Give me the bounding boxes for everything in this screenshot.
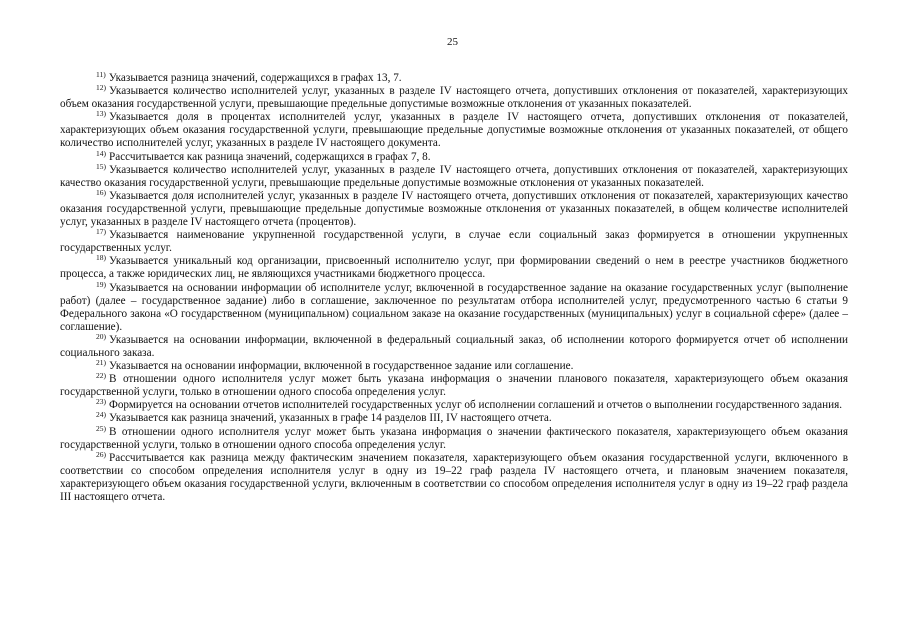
footnote-marker: 11) bbox=[96, 70, 106, 79]
footnote-text: Указывается разница значений, содержащихся в графах 13, 7. bbox=[108, 72, 402, 84]
footnote-text: Указывается на основании информации, включенной в государственное задание или соглашение. bbox=[109, 360, 574, 373]
footnote-marker: 12) bbox=[96, 83, 106, 93]
footnote-text: Указывается количество исполнителей услуг, указанных в разделе IV настоящего отчета, допустивших отклонения от показателей, характеризующих объем оказания государственной услуги, превышающие предельные допустимые возможные отклонения от указанных показателей. bbox=[60, 85, 848, 111]
footnote-text: Рассчитывается как разница между фактическим значением показателя, характеризующего объем оказания государственной услуги, включенного в соответствии со способом определения исполнителя услуг в одну из 19–22 граф раздела IV настоящего отчета, и плановым значением показателя, характеризующего объем оказания государственной услуги, включенным в соответствии со способом определения исполнителя услуг в одну из 19–22 граф раздела III настоящего отчета. bbox=[60, 451, 848, 503]
footnote bbox=[60, 85, 848, 111]
footnote-text: Указывается на основании информации об исполнителе услуг, включенной в государственное задание на оказание государственных услуг (выполнение работ) (далее – государственное задание) либо в соглашение, заключенное по результатам отбора исполнителей услуг, предусмотренного частью 6 статьи 9 Федерального закона «О государственном (муниципальном) социальном заказе на оказание государственных (муниципальных) услуг в социальной сфере» (далее – соглашение). bbox=[60, 281, 848, 333]
footnote-text: Указывается доля исполнителей услуг, указанных в разделе IV настоящего отчета, допустивших отклонения от показателей, характеризующих качество оказания государственной услуги, превышающие предельные допустимые возможные отклонения от указанных показателей, в общем количестве исполнителей услуг, указанных в разделе IV настоящего отчета (процентов). bbox=[60, 189, 848, 229]
footnote bbox=[60, 373, 848, 399]
footnote-marker: 26) bbox=[96, 449, 106, 459]
footnote-text: Указывается наименование укрупненной государственной услуги, в случае если социальный заказ формируется в отношении укрупненных государственных услуг. bbox=[60, 229, 848, 255]
footnote-marker: 24) bbox=[96, 410, 106, 420]
footnote-marker: 13) bbox=[96, 109, 106, 119]
footnote-marker: 17) bbox=[96, 227, 106, 237]
footnote-text: Указывается уникальный код организации, присвоенный исполнителю услуг, при формировании сведений о нем в реестре участников бюджетного процесса, а также юридических лиц, не являющихся участниками бюджетного процесса. bbox=[60, 255, 848, 281]
footnote bbox=[60, 279, 848, 334]
footnote bbox=[60, 331, 848, 360]
footnote-marker: 16) bbox=[96, 187, 106, 197]
footnote bbox=[60, 255, 848, 281]
footnote bbox=[60, 360, 848, 373]
footnote bbox=[60, 423, 848, 452]
footnote bbox=[60, 449, 848, 504]
footnote-marker: 22) bbox=[96, 371, 106, 381]
footnote-text: Указывается как разница значений, указанных в графе 14 разделов III, IV настоящего отчета. bbox=[109, 412, 552, 425]
footnote-text: В отношении одного исполнителя услуг может быть указана информация о значении планового показателя, характеризующего объем оказания государственной услуги, только в отношении одного способа определения услуг. bbox=[60, 373, 848, 399]
footnote-text: Указывается доля в процентах исполнителей услуг, указанных в разделе IV настоящего отчета, допустивших отклонения от показателей, характеризующих объем оказания государственной услуги, превышающие предельные допустимые возможные отклонения от указанных показателей, от общего количество исполнителей услуг, указанных в разделе IV настоящего документа. bbox=[60, 111, 848, 150]
footnote bbox=[60, 399, 848, 412]
footnote bbox=[60, 148, 848, 164]
footnote-text: Указывается на основании информации, включенной в федеральный социальный заказ, об исполнении которого формируется отчет об исполнении социального заказа. bbox=[60, 333, 848, 359]
footnote-text: В отношении одного исполнителя услуг может быть указана информация о значении фактического показателя, характеризующего объем оказания государственной услуги, только в отношении одного способа определения услуг. bbox=[60, 425, 848, 451]
footnote-text: Указывается количество исполнителей услуг, указанных в разделе IV настоящего отчета, допустивших отклонения от показателей, характеризующих качество оказания государственной услуги, превышающие предельные допустимые возможные отклонения от указанных показателей. bbox=[60, 163, 848, 189]
footnote-marker: 18) bbox=[96, 253, 106, 263]
footnote bbox=[60, 161, 848, 190]
footnote-marker: 21) bbox=[96, 358, 106, 368]
footnote-marker: 15) bbox=[96, 161, 106, 171]
footnote-text: Рассчитывается как разница значений, содержащихся в графах 7, 8. bbox=[109, 150, 431, 163]
footnote bbox=[60, 229, 848, 255]
page-number: 25 bbox=[447, 36, 458, 48]
footnote-marker: 19) bbox=[96, 279, 106, 289]
footnotes-list bbox=[60, 72, 848, 504]
footnote bbox=[60, 187, 848, 229]
footnote-marker: 14) bbox=[96, 148, 106, 158]
footnote bbox=[60, 72, 848, 85]
footnote-marker: 23) bbox=[96, 397, 106, 407]
footnote-marker: 25) bbox=[96, 423, 106, 433]
footnote bbox=[60, 412, 848, 425]
footnote-marker: 20) bbox=[96, 331, 106, 341]
footnote bbox=[60, 111, 848, 150]
footnote-text: Формируется на основании отчетов исполнителей государственных услуг об исполнении соглашений и отчетов о выполнении государственного задания. bbox=[109, 399, 843, 412]
